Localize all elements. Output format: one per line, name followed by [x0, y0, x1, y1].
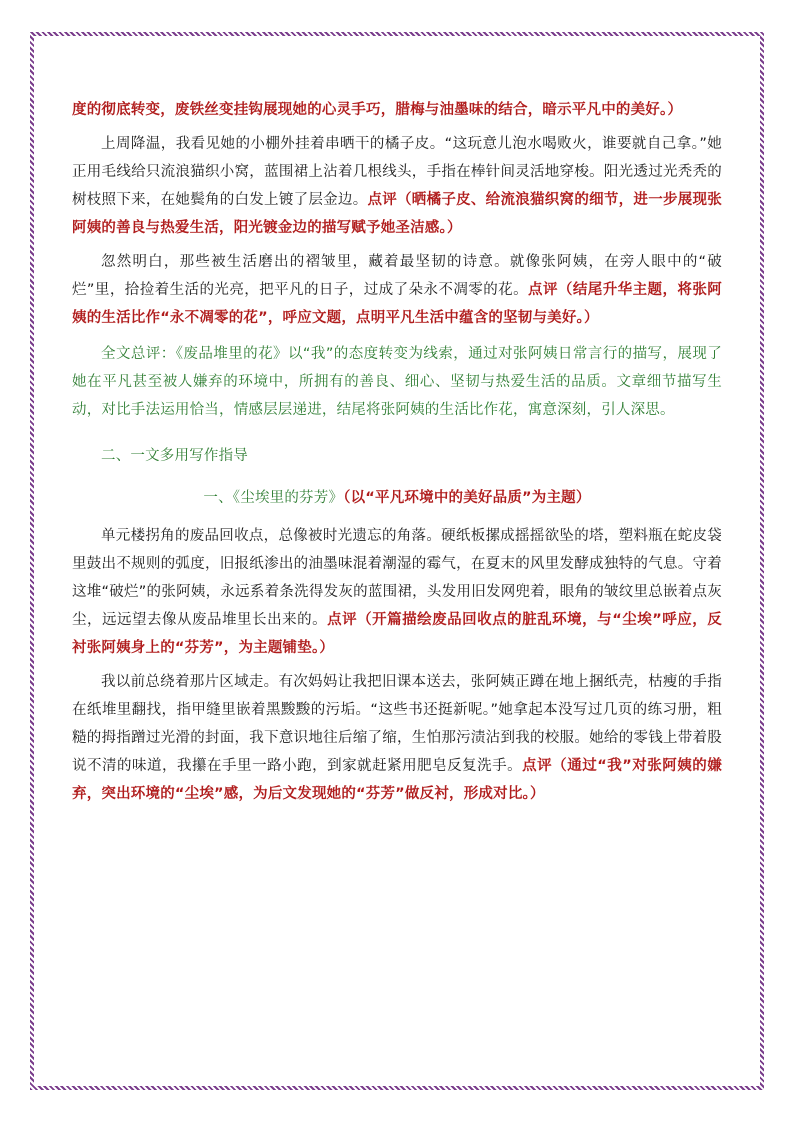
paragraph-text: 忽然明白，那些被生活磨出的褶皱里，藏着最坚韧的诗意。就像张阿姨，在旁人眼中的“破烂”里，拾捡着生活的光亮，把平凡的日子，过成了朵永不凋零的花。 [72, 254, 722, 298]
document-body [72, 96, 722, 814]
comment-text: 度的彻底转变，废铁丝变挂钩展现她的心灵手巧，腊梅与油墨味的结合，暗示平凡中的美好。） [72, 102, 683, 118]
paragraph-recycling-point [72, 522, 722, 662]
paragraph-avoidance [72, 668, 722, 808]
comment-text: 点评（通过“我”对张阿姨的嫌弃，突出环境的“尘埃”感，为后文发现她的“芬芳”做反衬，形成对比。） [72, 758, 723, 802]
essay-title [72, 484, 722, 512]
comment-text: 点评（晒橘子皮、给流浪猫织窝的细节，进一步展现张阿姨的善良与热爱生活，阳光镀金边的描写赋予她圣洁感。） [72, 192, 722, 236]
comment-text: 点评（开篇描绘废品回收点的脏乱环境，与“尘埃”呼应，反衬张阿姨身上的“芬芳”，为主题铺垫。） [72, 612, 722, 656]
essay-title-theme: （以“平凡环境中的美好品质”为主题） [343, 490, 591, 506]
overall-summary [72, 340, 722, 424]
summary-text: 全文总评：《废品堆里的花》以“我”的态度转变为线索，通过对张阿姨日常言行的描写，展现了她在平凡甚至被人嫌弃的环境中，所拥有的善良、细心、坚韧与热爱生活的品质。文章细节描写生动，对比手法运用恰当，情感层层递进，结尾将张阿姨的生活比作花，寓意深刻，引人深思。 [72, 346, 722, 418]
paragraph-text: 单元楼拐角的废品回收点，总像被时光遗忘的角落。硬纸板摞成摇摇欲坠的塔，塑料瓶在蛇皮袋里鼓出不规则的弧度，旧报纸渗出的油墨味混着潮湿的霉气，在夏末的风里发酵成独特的气息。守着这堆“破烂”的张阿姨，永远系着条洗得发灰的蓝围裙，头发用旧发网兜着，眼角的皱纹里总嵌着点灰尘，远远望去像从废品堆里长出来的。 [72, 528, 722, 628]
paragraph-conclusion [72, 248, 722, 332]
paragraph-continuation [72, 96, 722, 124]
paragraph-orange-peel [72, 130, 722, 242]
comment-text: 点评（结尾升华主题，将张阿姨的生活比作“永不凋零的花”，呼应文题，点明平凡生活中蕴含的坚韧与美好。） [72, 282, 722, 326]
essay-title-name: 一、《尘埃里的芬芳》 [203, 490, 344, 506]
section-heading: 二、一文多用写作指导 [101, 448, 248, 464]
paragraph-text: 我以前总绕着那片区域走。有次妈妈让我把旧课本送去，张阿姨正蹲在地上捆纸壳，枯瘦的手指在纸堆里翻找，指甲缝里嵌着黑黢黢的污垢。“这些书还挺新呢。”她拿起本没写过几页的练习册，粗糙的拇指蹭过光滑的封面，我下意识地往后缩了缩，生怕那污渍沾到我的校服。她给的零钱上带着股说不清的味道，我攥在手里一路小跑，到家就赶紧用肥皂反复洗手。 [72, 674, 722, 774]
paragraph-text: 上周降温，我看见她的小棚外挂着串晒干的橘子皮。“这玩意儿泡水喝败火，谁要就自己拿。”她正用毛线给只流浪猫织小窝，蓝围裙上沾着几根线头，手指在棒针间灵活地穿梭。阳光透过光秃秃的树枝照下来，在她鬓角的白发上镀了层金边。 [72, 136, 722, 208]
